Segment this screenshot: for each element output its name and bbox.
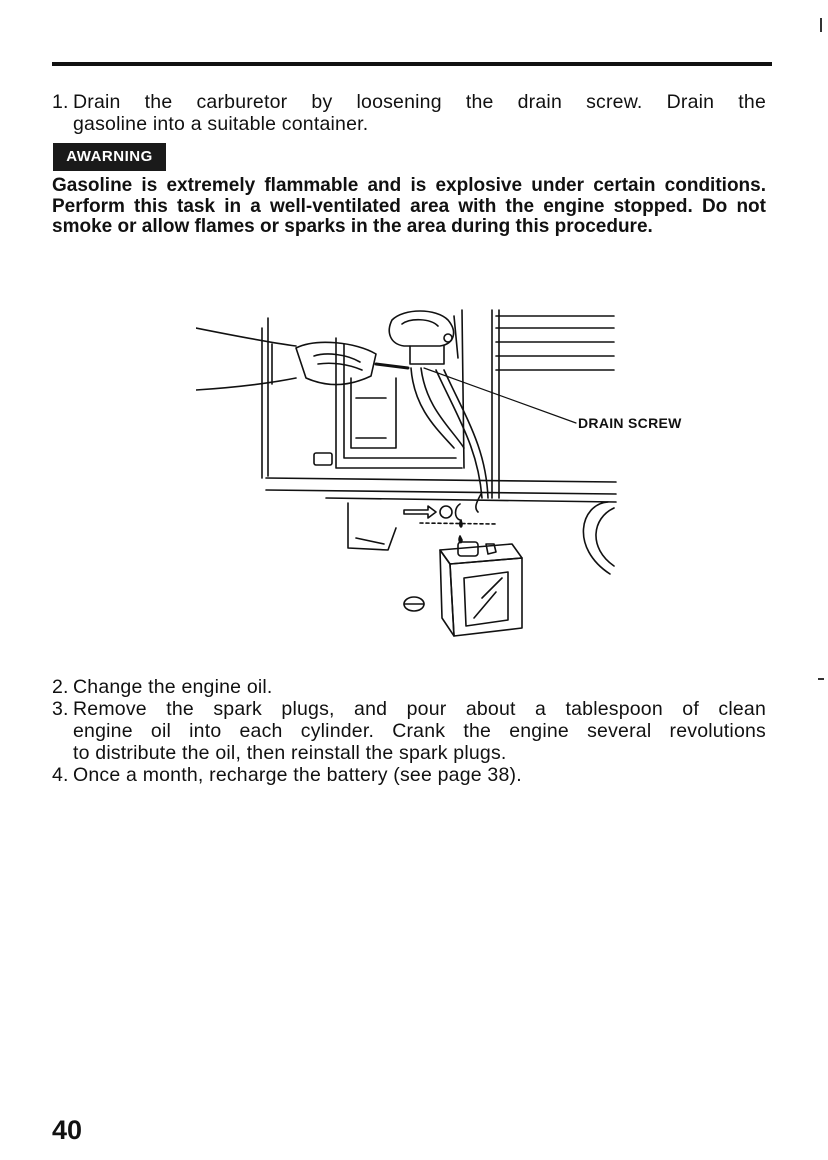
step-2 (52, 676, 766, 698)
warning-label: AWARNING (66, 148, 153, 165)
step-text-continued: engine oil into each cylinder. Crank the engine several revolutions (73, 720, 766, 742)
step-text: Drain the carburetor by loosening the drain screw. Drain the (73, 91, 766, 113)
carburetor-drain-illustration (196, 298, 696, 643)
step-text-continued: gasoline into a suitable container. (73, 113, 369, 135)
step-text-continued: to distribute the oil, then reinstall the spark plugs. (73, 742, 507, 764)
step-number: 4. (52, 764, 69, 786)
step-text: Change the engine oil. (73, 676, 273, 698)
step-text: Remove the spark plugs, and pour about a tablespoon of clean (73, 698, 766, 720)
page-number: 40 (52, 1115, 83, 1145)
warning-text: Gasoline is extremely flammable and is explosive under certain conditions. Perform this task in a well-ventilated area with the engine stopped. Do not smoke or allow flames or sparks in the area during this procedure. (52, 175, 766, 237)
step-4 (52, 764, 766, 786)
header-rule (52, 62, 772, 66)
step-number: 2. (52, 676, 69, 698)
drain-screw-callout: DRAIN SCREW (578, 415, 682, 431)
step-number: 3. (52, 698, 69, 720)
margin-mark (820, 18, 822, 32)
step-text: Once a month, recharge the battery (see page 38). (73, 764, 522, 786)
step-number: 1. (52, 91, 69, 113)
margin-mark (818, 678, 824, 680)
step-1 (52, 91, 766, 135)
step-3 (52, 698, 766, 764)
warning-badge (53, 143, 166, 171)
